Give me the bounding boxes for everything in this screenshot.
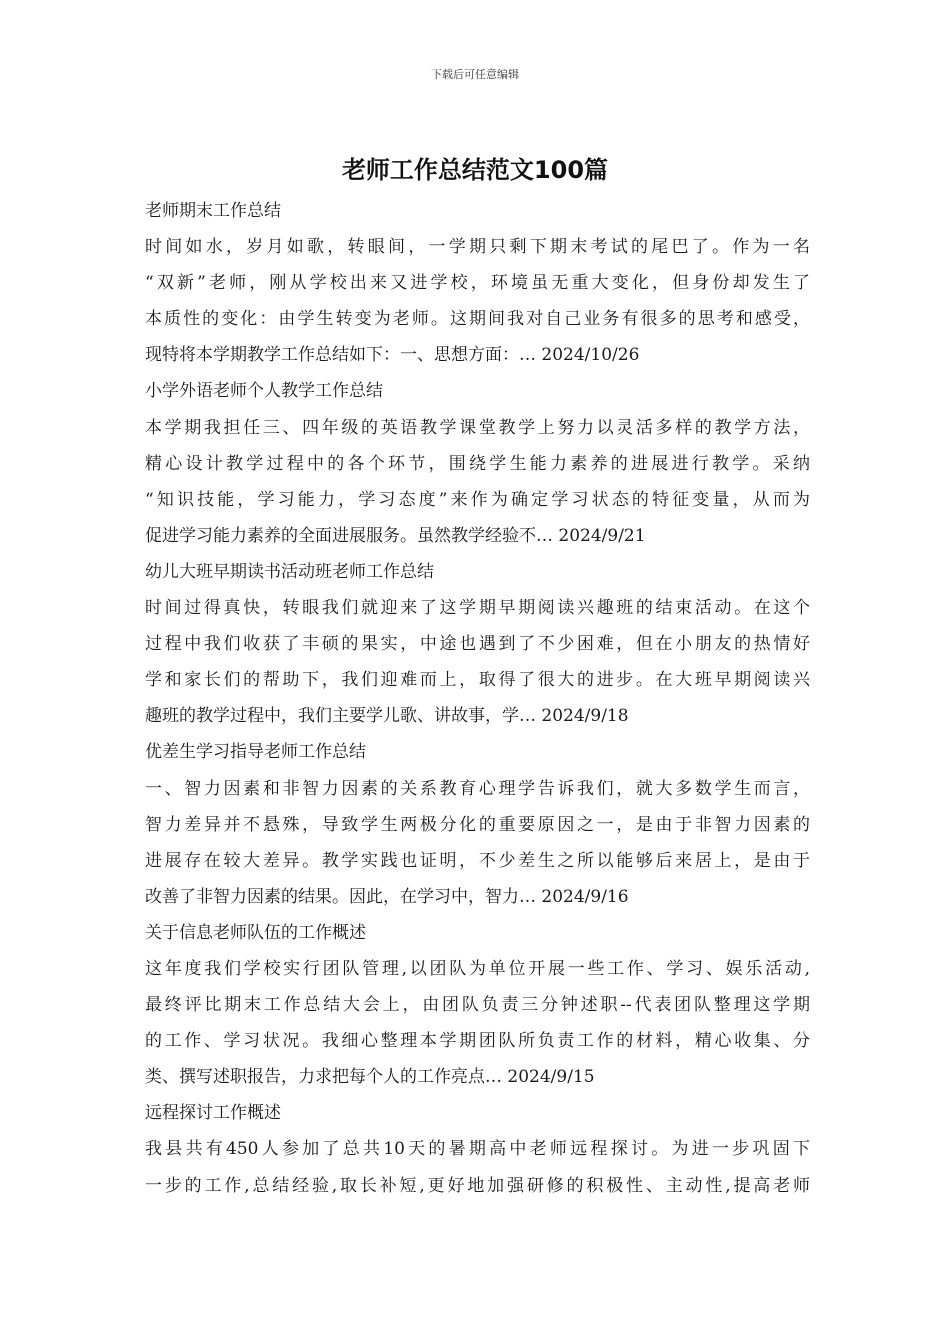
- article: [145, 373, 810, 553]
- article-line: 进展存在较大差异。教学实践也证明，不少差生之所以能够后来居上，是由于: [145, 850, 810, 871]
- article-line: 的工作、学习状况。我细心整理本学期团队所负责工作的材料，精心收集、分: [145, 1031, 810, 1052]
- article-line: 一、智力因素和非智力因素的关系教育心理学告诉我们，就大多数学生而言，: [145, 778, 810, 799]
- document-title: 老师工作总结范文100篇: [341, 156, 609, 184]
- article-title: 小学外语老师个人教学工作总结: [145, 381, 383, 402]
- article-title: 优差生学习指导老师工作总结: [145, 742, 366, 763]
- article-title: 远程探讨工作概述: [145, 1103, 281, 1124]
- article: [145, 734, 810, 914]
- article-line: 我县共有450人参加了总共10天的暑期高中老师远程探讨。为进一步巩固下: [145, 1139, 810, 1160]
- article: [145, 554, 810, 734]
- article-line: 学和家长们的帮助下，我们迎难而上，取得了很大的进步。在大班早期阅读兴: [145, 670, 810, 691]
- article-line: 时间过得真快，转眼我们就迎来了这学期早期阅读兴趣班的结束活动。在这个: [145, 598, 810, 619]
- article-line: 本质性的变化：由学生转变为老师。这期间我对自己业务有很多的思考和感受，: [145, 309, 810, 330]
- article-line: 智力差异并不悬殊，导致学生两极分化的重要原因之一，是由于非智力因素的: [145, 814, 810, 835]
- article-line: 现特将本学期教学工作总结如下：一、思想方面：… 2024/10/26: [145, 345, 640, 366]
- article-line: 时间如水，岁月如歌，转眼间，一学期只剩下期末考试的尾巴了。作为一名: [145, 237, 810, 258]
- article-line: 过程中我们收获了丰硕的果实，中途也遇到了不少困难，但在小朋友的热情好: [145, 634, 810, 655]
- article-line: 类、撰写述职报告，力求把每个人的工作亮点… 2024/9/15: [145, 1067, 595, 1088]
- article-line: 趣班的教学过程中，我们主要学儿歌、讲故事，学… 2024/9/18: [145, 706, 629, 727]
- article-line: 最终评比期末工作总结大会上，由团队负责三分钟述职--代表团队整理这学期: [145, 995, 810, 1016]
- article-title: 关于信息老师队伍的工作概述: [145, 922, 366, 943]
- header-note: 下载后可任意编辑: [431, 68, 519, 81]
- article-line: 一步的工作,总结经验,取长补短,更好地加强研修的积极性、主动性,提高老师: [145, 1175, 810, 1196]
- article-line: 这年度我们学校实行团队管理,以团队为单位开展一些工作、学习、娱乐活动,: [145, 958, 810, 979]
- article: [145, 193, 810, 373]
- article-line: 改善了非智力因素的结果。因此，在学习中，智力… 2024/9/16: [145, 886, 629, 907]
- article-title: 幼儿大班早期读书活动班老师工作总结: [145, 561, 434, 582]
- article: [145, 1095, 810, 1203]
- article: [145, 915, 810, 1095]
- article-list: [145, 193, 810, 1204]
- article-line: 本学期我担任三、四年级的英语教学课堂教学上努力以灵活多样的教学方法，: [145, 417, 810, 438]
- article-line: 精心设计教学过程中的各个环节，围绕学生能力素养的进展进行教学。采纳: [145, 453, 810, 474]
- article-title: 老师期末工作总结: [145, 201, 281, 221]
- article-line: 促进学习能力素养的全面进展服务。虽然教学经验不… 2024/9/21: [145, 525, 646, 546]
- article-line: “双新”老师，刚从学校出来又进学校，环境虽无重大变化，但身份却发生了: [145, 273, 810, 294]
- article-line: “知识技能，学习能力，学习态度”来作为确定学习状态的特征变量，从而为: [145, 489, 810, 510]
